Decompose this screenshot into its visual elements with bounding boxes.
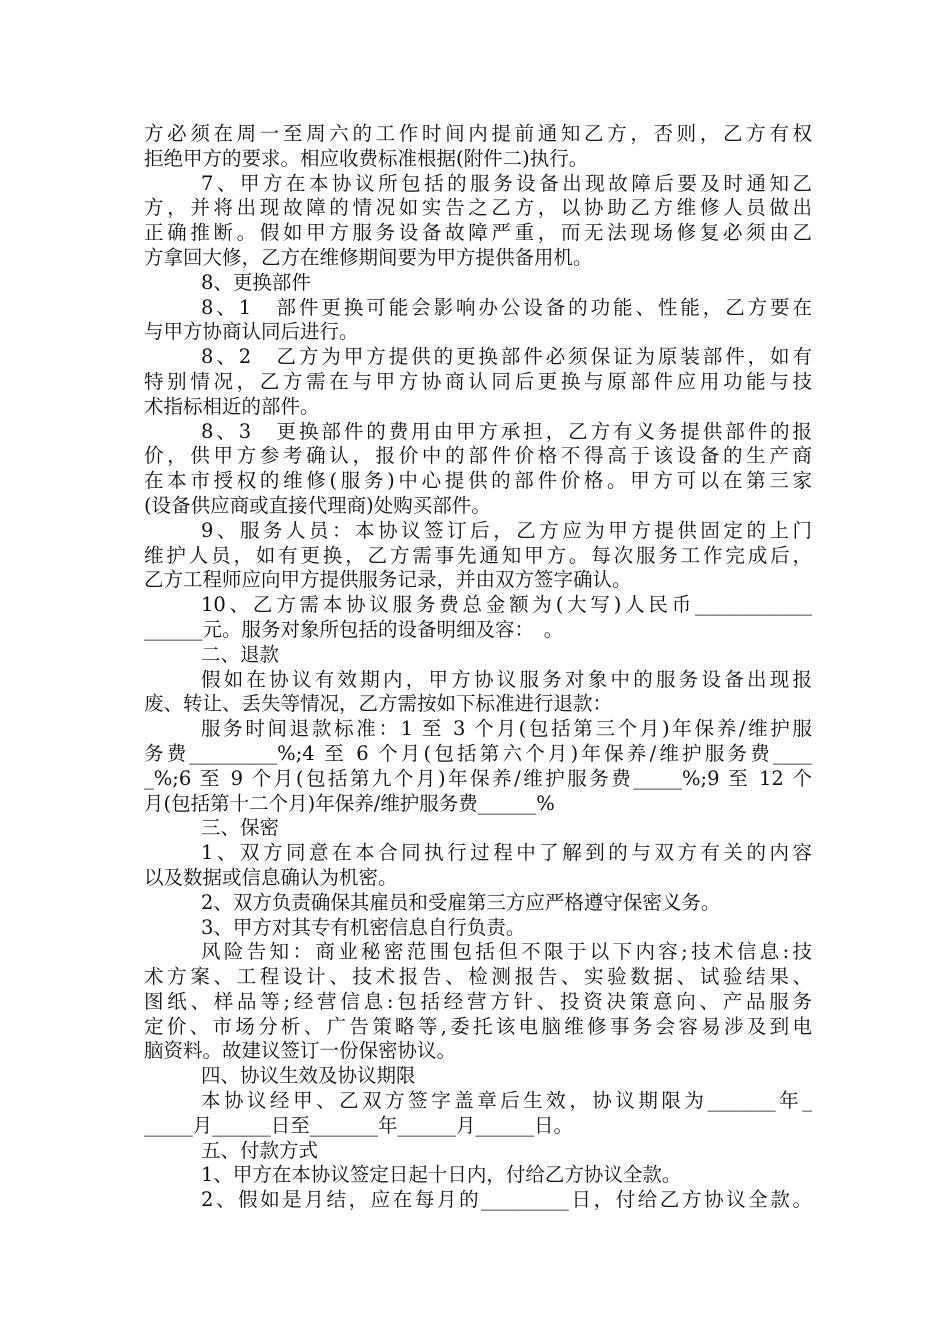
- text-line: 定价、市场分析、广告策略等,委托该电脑维修事务会容易涉及到电: [144, 1014, 812, 1038]
- text-line: 正确推断。假如甲方服务设备故障严重，而无法现场修复必须由乙: [144, 221, 812, 245]
- text-line: 脑资料。故建议签订一份保密协议。: [144, 1039, 457, 1063]
- contract-body-text: [144, 122, 812, 1213]
- text-line: 8、3 更换部件的费用由甲方承担，乙方有义务提供部件的报: [201, 419, 812, 443]
- text-line: 8、2 乙方为甲方提供的更换部件必须保证为原装部件，如有: [201, 345, 812, 369]
- text-line: 风险告知：商业秘密范围包括但不限于以下内容;技术信息:技: [201, 940, 812, 964]
- text-line: 四、协议生效及协议期限: [201, 1064, 416, 1088]
- text-line: 10、乙方需本协议服务费总金额为(大写)人民币____________: [201, 593, 812, 617]
- text-line: 方，并将出现故障的情况如实告之乙方，以协助乙方维修人员做出: [144, 196, 812, 220]
- text-line: 乙方工程师应向甲方提供服务记录，并由双方签字确认。: [144, 568, 632, 592]
- text-line: 假如在协议有效期内，甲方协议服务对象中的服务设备出现报: [201, 667, 812, 691]
- text-line: 特别情况，乙方需在与甲方协商认同后更换与原部件应用功能与技: [144, 369, 812, 393]
- text-line: 3、甲方对其专有机密信息自行负责。: [201, 915, 526, 939]
- text-line: 术方案、工程设计、技术报告、检测报告、实验数据、试验结果、: [144, 965, 812, 989]
- text-line: 五、付款方式: [201, 1138, 319, 1162]
- text-line: ______元。服务对象所包括的设备明细及容： 。: [144, 617, 564, 641]
- text-line: 1、双方同意在本合同执行过程中了解到的与双方有关的内容: [201, 841, 812, 865]
- text-line: 方必须在周一至周六的工作时间内提前通知乙方，否则，乙方有权: [144, 122, 812, 145]
- text-line: (设备供应商或直接代理商)处购买部件。: [144, 493, 491, 517]
- text-line: _____月______日至_______年______月______日。: [144, 1113, 574, 1137]
- text-line: 在本市授权的维修(服务)中心提供的部件价格。甲方可以在第三家: [144, 469, 812, 493]
- text-line: 二、退款: [201, 642, 280, 666]
- text-line: 与甲方协商认同后进行。: [144, 320, 359, 344]
- text-line: 拒绝甲方的要求。相应收费标准根据(附件二)执行。: [144, 146, 589, 170]
- text-line: 7、甲方在本协议所包括的服务设备出现故障后要及时通知乙: [201, 171, 812, 195]
- text-line: 价，供甲方参考确认，报价中的部件价格不得高于该设备的生产商: [144, 444, 812, 468]
- text-line: 8、1 部件更换可能会影响办公设备的功能、性能，乙方要在: [201, 295, 812, 319]
- text-line: 术指标相近的部件。: [144, 394, 320, 418]
- text-line: 维护人员，如有更换，乙方需事先通知甲方。每次服务工作完成后，: [144, 543, 812, 567]
- text-line: 本协议经甲、乙双方签字盖章后生效，协议期限为_______年_: [201, 1089, 812, 1113]
- text-line: _%;6 至 9 个月(包括第九个月)年保养/维护服务费_____%;9 至 12 个: [144, 766, 812, 790]
- text-line: 8、更换部件: [201, 270, 311, 294]
- text-line: 以及数据或信息确认为机密。: [144, 865, 398, 889]
- text-line: 方拿回大修，乙方在维修期间要为甲方提供备用机。: [144, 245, 593, 269]
- text-line: 9、服务人员：本协议签订后，乙方应为甲方提供固定的上门: [201, 518, 812, 542]
- text-line: 废、转让、丢失等情况，乙方需按如下标准进行退款：: [144, 692, 613, 716]
- text-line: 服务时间退款标准：1 至 3 个月(包括第三个月)年保养/维护服: [201, 717, 812, 741]
- text-line: 图纸、样品等;经营信息:包括经营方针、投资决策意向、产品服务: [144, 989, 812, 1013]
- text-line: 1、甲方在本协议签定日起十日内，付给乙方协议全款。: [201, 1163, 682, 1187]
- text-line: 月(包括第十二个月)年保养/维护服务费______%: [144, 791, 555, 815]
- text-line: 三、保密: [201, 816, 280, 840]
- text-line: 务费_________%;4 至 6 个月(包括第六个月)年保养/维护服务费____: [144, 741, 812, 765]
- text-line: 2、假如是月结，应在每月的_________日，付给乙方协议全款。: [201, 1188, 812, 1212]
- text-line: 2、双方负责确保其雇员和受雇第三方应严格遵守保密义务。: [201, 890, 721, 914]
